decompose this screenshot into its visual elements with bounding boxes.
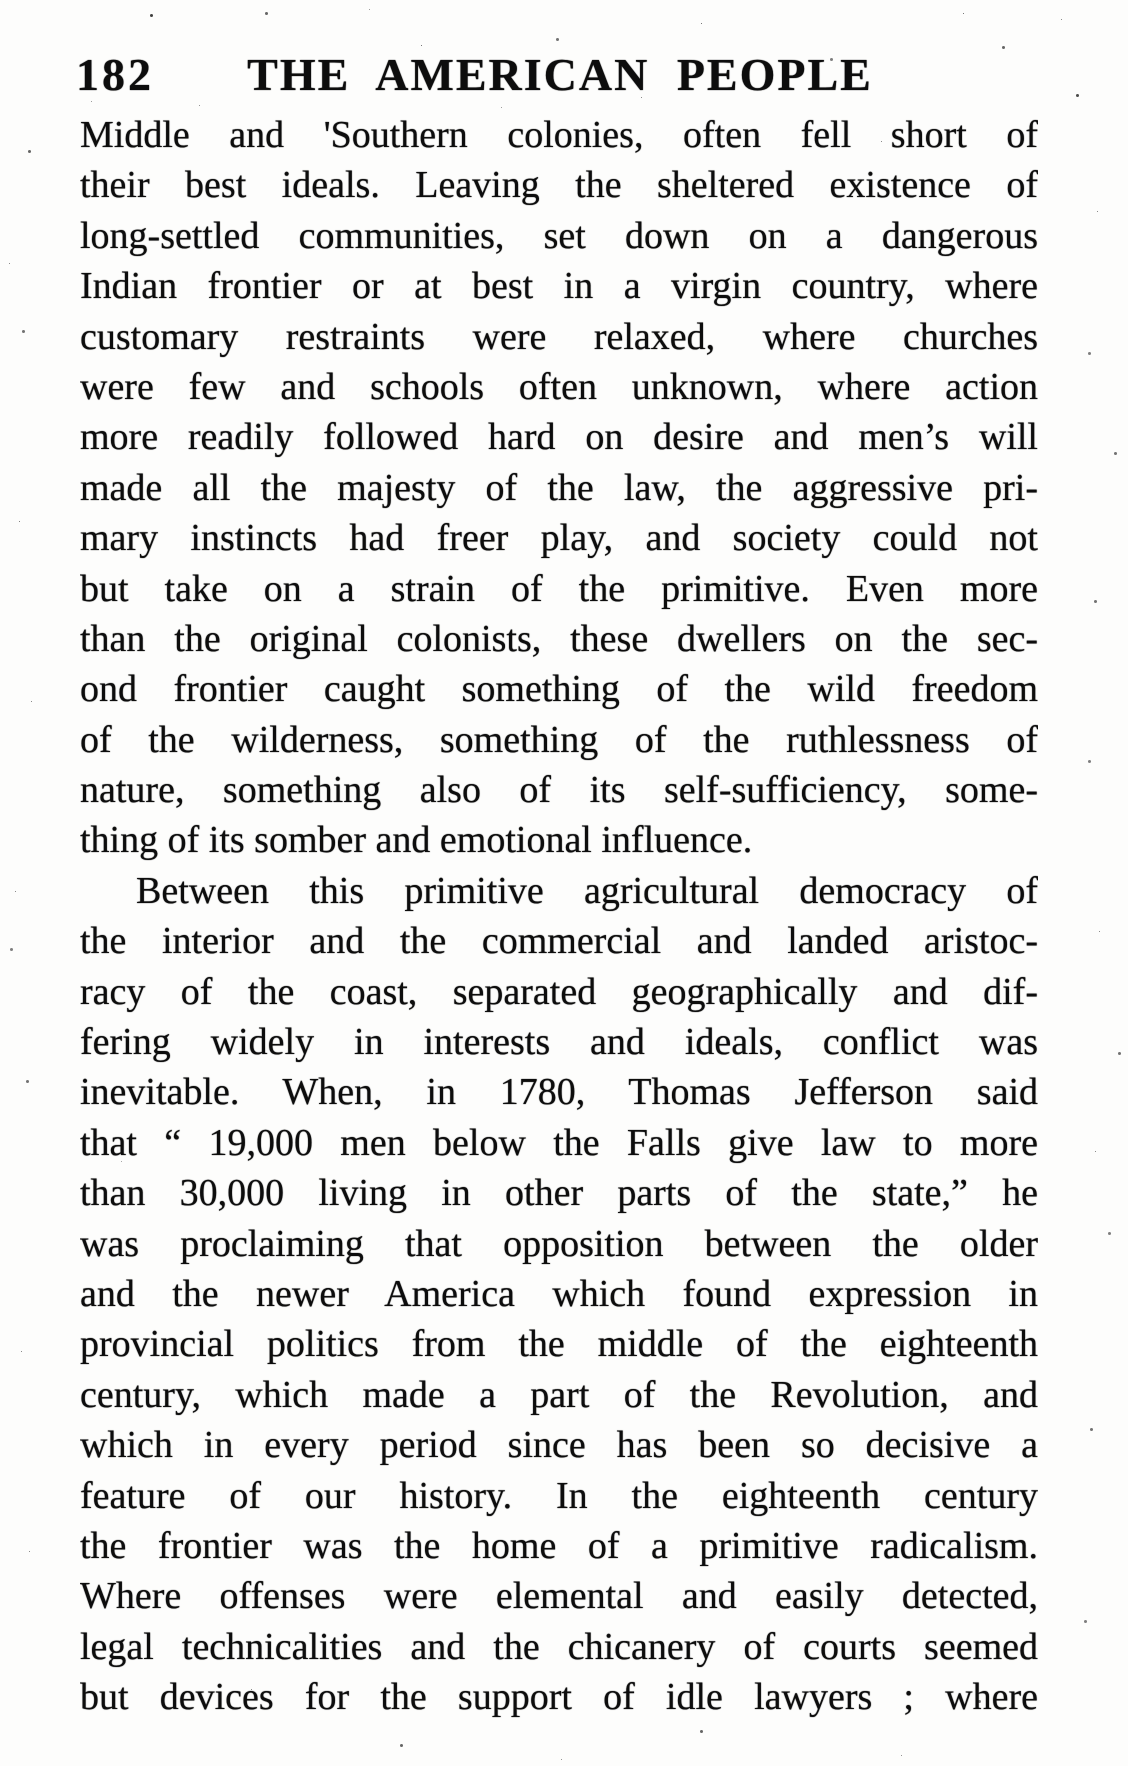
- text-line-p2-3: racy of the coast, separated geographically and dif-: [80, 970, 1038, 1013]
- text-line-p1-9: mary instincts had freer play, and society could not: [80, 517, 1038, 560]
- text-line-p1-15: thing of its somber and emotional influence.: [80, 819, 753, 862]
- text-line-p2-16: legal technicalities and the chicanery of courts seemed: [80, 1625, 1038, 1668]
- text-line-p2-6: that “ 19,000 men below the Falls give law to more: [80, 1121, 1038, 1164]
- text-line-p2-10: provincial politics from the middle of the eighteenth: [80, 1323, 1038, 1366]
- text-line-p2-1: Between this primitive agricultural democracy of: [136, 869, 1038, 912]
- text-line-p1-10: but take on a strain of the primitive. Even more: [80, 567, 1038, 610]
- text-line-p1-6: were few and schools often unknown, where action: [80, 365, 1038, 408]
- page-number: 182: [76, 49, 154, 100]
- text-line-p2-13: feature of our history. In the eighteenth century: [80, 1474, 1038, 1517]
- text-line-p1-8: made all the majesty of the law, the aggressive pri-: [80, 466, 1038, 509]
- text-line-p2-17: but devices for the support of idle lawyers ; where: [80, 1676, 1038, 1719]
- text-line-p2-12: which in every period since has been so decisive a: [80, 1424, 1038, 1467]
- text-line-p1-12: ond frontier caught something of the wild freedom: [80, 668, 1038, 711]
- text-line-p1-4: Indian frontier or at best in a virgin country, where: [80, 265, 1038, 308]
- page-header: [0, 48, 1128, 110]
- text-line-p2-9: and the newer America which found expression in: [80, 1272, 1038, 1315]
- text-line-p2-11: century, which made a part of the Revolution, and: [80, 1373, 1038, 1416]
- text-line-p1-11: than the original colonists, these dwellers on the sec-: [80, 617, 1038, 660]
- text-line-p1-13: of the wilderness, something of the ruthlessness of: [80, 718, 1038, 761]
- text-line-p2-14: the frontier was the home of a primitive radicalism.: [80, 1524, 1038, 1567]
- text-line-p1-1: Middle and 'Southern colonies, often fell short of: [80, 114, 1038, 156]
- text-line-p1-5: customary restraints were relaxed, where churches: [80, 315, 1038, 358]
- text-line-p1-2: their best ideals. Leaving the sheltered existence of: [80, 164, 1038, 207]
- text-line-p2-4: fering widely in interests and ideals, conflict was: [80, 1021, 1038, 1064]
- text-line-p1-3: long-settled communities, set down on a dangerous: [80, 214, 1038, 257]
- text-line-p2-8: was proclaiming that opposition between the older: [80, 1222, 1038, 1265]
- text-line-p1-14: nature, something also of its self-sufficiency, some-: [80, 769, 1038, 812]
- text-line-p2-5: inevitable. When, in 1780, Thomas Jefferson said: [80, 1071, 1038, 1114]
- text-line-p1-7: more readily followed hard on desire and men’s will: [80, 416, 1038, 459]
- text-line-p2-7: than 30,000 living in other parts of the state,” he: [80, 1172, 1038, 1215]
- text-line-p2-2: the interior and the commercial and landed aristoc-: [80, 920, 1038, 963]
- running-title: THE AMERICAN PEOPLE: [247, 49, 873, 100]
- body-text: [80, 110, 1038, 1723]
- text-line-p2-15: Where offenses were elemental and easily detected,: [80, 1575, 1038, 1618]
